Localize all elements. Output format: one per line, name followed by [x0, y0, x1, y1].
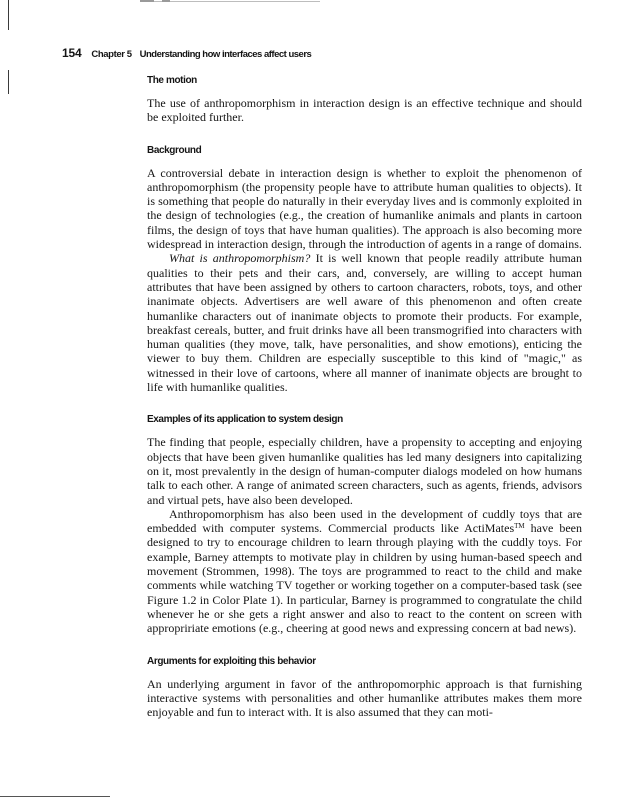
paragraph-text: Anthropomorphism has also been used in the development of cuddly toys that are embedded with computer systems. Commercial products like ActiMates [147, 506, 582, 536]
scan-left-margin-mark [8, 0, 9, 30]
paragraph [147, 251, 582, 394]
italic-lead-in: What is anthropomorphism? [169, 251, 311, 266]
section-heading-motion: The motion [147, 75, 197, 86]
paragraph: An underlying argument in favor of the anthropomorphic approach is that furnishing interactive systems with personalities and other humanlike attributes makes them more enjoyable and fun to interact with. It is also assumed that they can moti- [147, 676, 582, 720]
section-background [147, 144, 582, 395]
scan-bottom-rule [0, 796, 110, 797]
page-body [147, 74, 582, 719]
section-heading-background: Background [147, 144, 202, 156]
scan-left-margin-mark [8, 70, 9, 94]
section-heading-examples: Examples of its application to system design [147, 414, 343, 426]
paragraph: The finding that people, especially children, have a propensity to accepting and enjoying objects that have been given humanlike qualities has led many designers into capitalizing on it, most prevalently in the design of human-computer dialogs modeled on how humans talk to each other. A range of animated screen characters, such as agents, friends, advisors and virtual pets, have also been developed. [147, 435, 582, 507]
running-head [62, 44, 311, 62]
scan-top-tick [140, 0, 154, 2]
paragraph-text: have been designed to try to encourage children to learn through playing with the cuddly toys. For example, Barney attempts to motivate play in children by using human-based speech and movement (Strommen, 1998). The toys are programmed to react to the child and make comments while watching TV together or working together on a computer-based task (see Figure 1.2 in Color Plate 1). In particular, Barney is programmed to congratulate the child whenever he or she gets a right answer and also to react to the content on screen with appropririate emotions (e.g., cheering at good news and expressing concern at bad news). [147, 521, 582, 636]
paragraph-text: It is well known that people readily attribute human qualities to their pets and their cars, and, conversely, are willing to accept human attributes that have been assigned by others to cartoon characters, robots, toys, and other inanimate objects. Advertisers are well aware of this phenomenon and often create humanlike characters out of inanimate objects to promote their products. For example, breakfast cereals, butter, and fruit drinks have all been transmogrified into characters with human qualities (they move, talk, have personalities, and show emotions), enticing the viewer to buy them. Children are especially susceptible to this kind of "magic," as witnessed in their love of cartoons, where all manner of inanimate objects are brought to life with humanlike qualities. [147, 251, 582, 395]
page-number: 154 [62, 46, 82, 60]
paragraph: The use of anthropomorphism in interaction design is an effective technique and should be exploited further. [147, 96, 582, 125]
section-motion [147, 74, 582, 125]
section-heading-arguments: Arguments for exploiting this behavior [147, 655, 316, 667]
section-examples [147, 413, 582, 635]
scan-top-tick [162, 0, 170, 2]
paragraph: A controversial debate in interaction design is whether to exploit the phenomenon of anthropomorphism (the propensity people have to attribute human qualities to objects). It is something that people do naturally in their everyday lives and is commonly exploited in the design of technologies (e.g., the creation of humanlike animals and plants in cartoon films, the design of toys that have human qualities). The approach is also becoming more widespread in interaction design, through the introduction of agents in a range of domains. [147, 165, 582, 252]
trademark-symbol: TM [514, 522, 525, 531]
chapter-label: Chapter 5 [91, 49, 132, 60]
section-arguments [147, 655, 582, 720]
paragraph [147, 507, 582, 636]
chapter-title: Understanding how interfaces affect users [139, 49, 312, 60]
